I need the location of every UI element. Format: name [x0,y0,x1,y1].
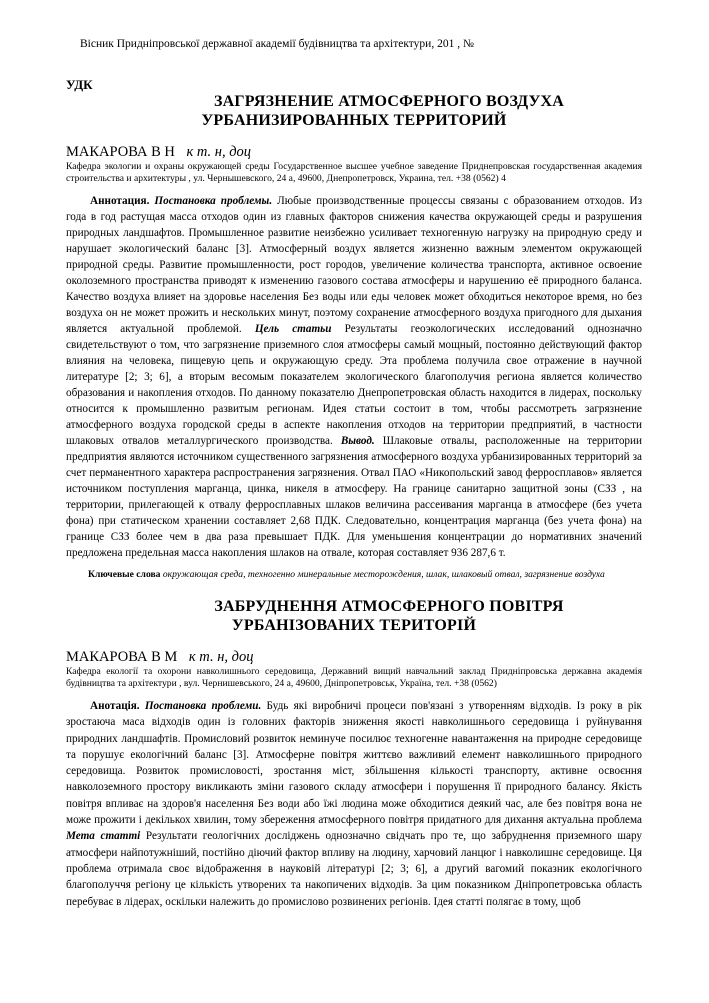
ru-keywords [66,569,642,581]
ru-author-degree: к т. н, доц [186,144,252,160]
ru-title [66,92,642,130]
uk-abstract-text-2: Результати геологічних досліджень однозначно свідчать про те, що забруднення приземного шару атмосфери найпотужніший, постійно діючий фактор впливу на людину, харчовий ланцюг і навколишнє середовище. Ця проблема отримала своє відображення в науковій літературі [2; 3; 6], а другий вагомий показник екологічного благополуччя регіону це кількість утворених та накопичених відходів. За цим показником Дніпропетровська область перебуває в лідерах, оскільки належить до промислово розвинених регіонів. Ідея статті полягає в тому, щоб [66,830,642,908]
uk-author-degree: к т. н, доц [188,649,254,665]
uk-title-line1: ЗАБРУДНЕННЯ АТМОСФЕРНОГО ПОВІТРЯ [214,598,564,615]
paper-page [66,36,642,910]
ru-problem-label: Постановка проблемы. [154,195,273,207]
ru-title-line2: УРБАНИЗИРОВАННЫХ ТЕРРИТОРИЙ [201,112,507,129]
ru-abstract-text-3: Шлаковые отвалы, расположенные на территории предприятия являются источником существенного загрязнения атмосферного воздуха урбанизированных территорий за счет перманентного характера распространения загрязнения. Отвал ПАО «Никопольский завод ферросплавов» является источником поступления марганца, цинка, никеля в атмосферу. На границе санитарно защитной зоны (СЗЗ , на территории, прилегающей к отвалу ферросплавных шлаков величина рассеивания марганца в атмосфере (без учета фона) при статическом хранении составляет 2,68 ПДК. Следовательно, концентрация марганца (без учета фона) на границе СЗЗ более чем в два раза превышает ПДК. Для уменьшения концентрации до нормативних значений предложена предельная масса накопления шлаков на отвале, которая составляет 936 287,6 т. [66,435,642,559]
ru-author [66,144,642,160]
uk-abstract [66,698,642,910]
uk-problem-label: Постановка проблеми. [144,700,262,712]
uk-title [66,597,642,635]
uk-affiliation: Кафедра екології та охорони навколишнього середовища, Державний вищий навчальний заклад Придніпровська державна академія будівництва та архітектури , вул. Чернишевського, 24 а, 49600, Дніпропетровськ, Україна, тел. +38 (0562) [66,666,642,689]
uk-abstract-text-1: Будь які виробничі процеси пов'язані з утворенням відходів. Із року в рік зростаюча маса відходів один із головних факторів зниження якості навколишнього середовища і руйнування природних ландшафтів. Промисловий розвиток неминуче посилює техногенне навантаження на природне середовище та порушує екологічний баланс [3]. Атмосферне повітря життєво важливий елемент навколишнього природного середовища. Розвиток промисловості, зростання міст, збільшення кількості транспорту, активне освоєння навколоземного простору викликають зміни газового складу атмосфери і порушення її природного балансу. Якість повітря впливає на здоров'я населення Без води або їжі людина може обходитися деякий час, але без повітря вона не може прожити і декількох хвилин, тому збереження атмосферного повітря придатного для дихання актуальна проблема [66,700,642,827]
uk-abstract-label: Анотація. [90,700,140,712]
uk-title-line2: УРБАНІЗОВАНИХ ТЕРИТОРІЙ [231,617,477,634]
ru-abstract-text-2: Результаты геоэкологических исследований однозначно свидетельствуют о том, что загрязнение приземного слоя атмосферы самый мощный, постоянно действующий фактор влияния на человека, пищевую цепь и окружающую среду. Эта проблема получила свое отражение в научной литературе [2; 3; 6], а вторым весомым показателем экологического благополучия региона является количество образования и накопления отходов. По данному показателю Днепропетровская область находится в лидерах, поскольку относится к промышленно развитым регионам. Идея статьи состоит в том, чтобы рассмотреть загрязнение атмосферного воздуха городской среды в аспекте накопления отходов на территории предприятий, в частности шлаковых отвалов металлургического производства. [66,323,643,447]
uk-author-name: МАКАРОВА В М [66,649,178,665]
ru-conclusion-label: Вывод. [340,435,375,447]
ru-affiliation: Кафедра экологии и охраны окружающей среды Государственное высшее учебное заведение Приднепровская государственная академия строительства и архитектуры , ул. Чернышевского, 24 а, 49600, Днепропетровск, Украина, тел. +38 (0562) 4 [66,161,642,184]
uk-goal-label: Мета статті [66,830,141,843]
ru-abstract-label: Аннотация. [90,195,150,207]
ru-goal-label: Цель статьи [254,323,332,335]
ru-keywords-text: окружающая среда, техногенно минеральные месторождения, шлак, шлаковый отвал, загрязнение воздуха [160,569,605,580]
journal-header: Вісник Придніпровської державної академії будівництва та архітектури, 201 , № [80,38,474,50]
ru-title-line1: ЗАГРЯЗНЕНИЕ АТМОСФЕРНОГО ВОЗДУХА [213,93,565,110]
ru-abstract [66,193,642,561]
uk-author [66,649,642,665]
ru-abstract-text-1: Любые производственные процессы связаны с образованием отходов. Из года в год растущая масса отходов один из главных факторов снижения качества окружающей среды и разрушения природных ландшафтов. Промышленное развитие неизбежно усиливает техногенную нагрузку на природную среду и нарушает экологический баланс [3]. Атмосферный воздух является жизненно важным элементом окружающей природной среды. Развитие промышленности, рост городов, увеличение количества транспорта, активное освоение околоземного пространства приводят к изменению газового состава атмосферы и нарушению её природного баланса. Качество воздуха влияет на здоровье населения Без воды или еды человек может обходиться некоторое время, но без воздуха он не может прожить и нескольких минут, поэтому сохранение атмосферного воздуха пригодного для дыхания является актуальной проблемой. [66,195,643,335]
udk-label: УДК [66,77,93,92]
ru-author-name: МАКАРОВА В Н [66,144,175,160]
ru-keywords-label: Ключевые слова [88,569,161,580]
